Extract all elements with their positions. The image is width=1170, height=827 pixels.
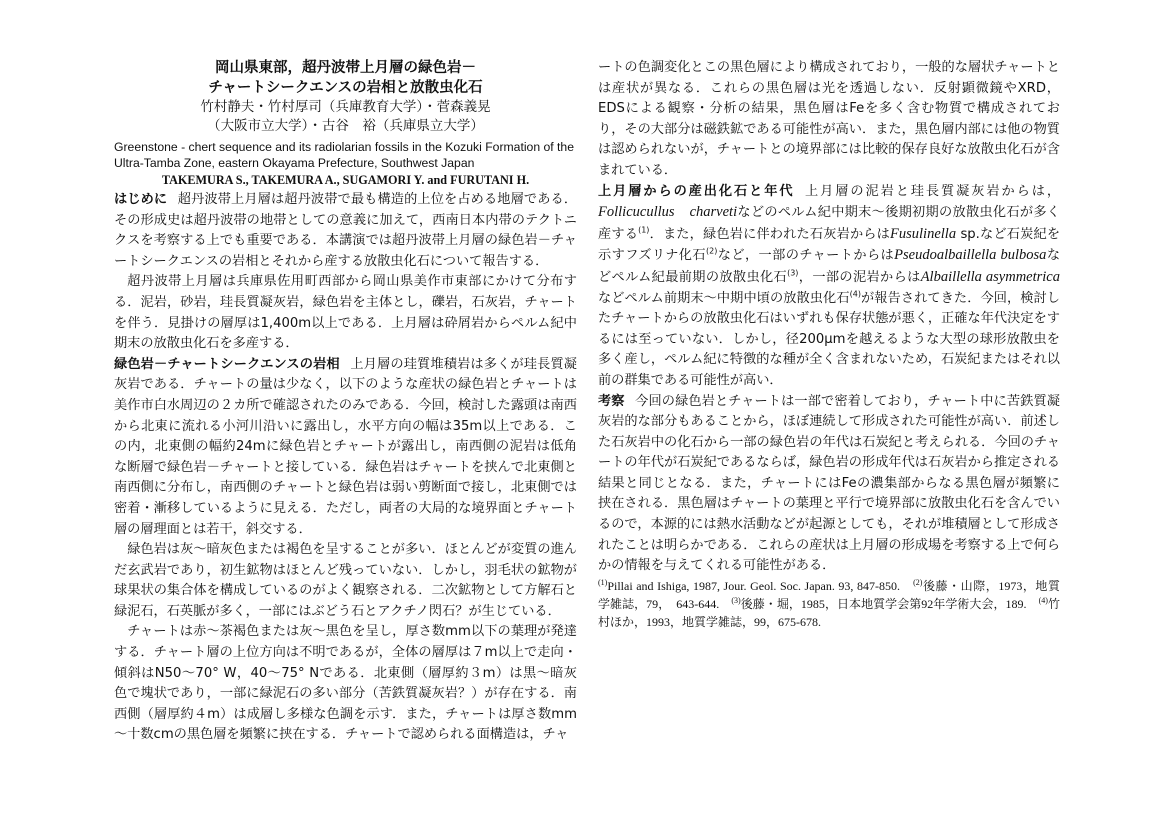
- fossils-text-3: ．また，緑色岩に伴われた石灰岩からは: [649, 226, 891, 242]
- section-discussion: [598, 392, 1060, 577]
- lithology-paragraph-3-continued: ートの色調変化とこの黒色層により構成されており，一般的な層状チャートとは産状が異なる．これらの黒色層は光を透過しない．反射顕微鏡やXRD，EDSによる観察・分析の結果，黒色層はFeを多く含む物質で構成されており，その大部分は磁鉄鉱である可能性が高い．また，黒色層内部には他の物質は認められないが，チャートとの境界部には比較的保存良好な放散虫化石が含まれている．: [598, 60, 1060, 178]
- fossils-text-1: 上月層の泥岩と珪長質凝灰岩からは，: [805, 183, 1061, 199]
- authors-line-1: 竹村静夫・竹村厚司（兵庫教育大学）・菅森義晃: [200, 99, 491, 115]
- reference-3: 後藤・堀，1985，日本地質学会第92年学術大会，189.: [740, 596, 1039, 611]
- heading-fossils: 上月層からの産出化石と年代: [598, 183, 795, 199]
- section-introduction: [114, 190, 577, 355]
- reference-2: 後藤・山際，1973，地質学雑誌，79， 643-644.: [598, 578, 1060, 611]
- fossils-text-5: など，一部のチャートからは: [717, 248, 895, 264]
- heading-introduction: はじめに: [114, 192, 168, 207]
- lithology-paragraph-1: [114, 355, 577, 540]
- intro-paragraph-1: [114, 190, 577, 272]
- right-column: [598, 58, 1060, 631]
- fossils-text-2: などのペルム紀中期末～後期初期の放散虫化石が多く産する: [598, 205, 1060, 242]
- left-column: [114, 58, 577, 746]
- intro-text-1: 超丹波帯上月層は超丹波帯で最も構造的上位を占める地層である．その形成史は超丹波帯の地帯としての意義に加えて，西南日本内帯のテクトニクスを考察する上でも重要である．本講演では超丹波帯上月層の緑色岩－チャートシークエンスの岩相とそれから産する放散虫化石について報告する．: [114, 192, 578, 269]
- intro-paragraph-2: 超丹波帯上月層は兵庫県佐用町西部から岡山県美作市東部にかけて分布する．泥岩，砂岩，珪長質凝灰岩，緑色岩を主体とし，礫岩，石灰岩，チャートを伴う．見掛けの層厚は1,400m以上である．上月層は砕屑岩からペルム紀中期末の放散虫化石を多産する．: [114, 274, 577, 352]
- heading-lithology: 緑色岩－チャートシークエンスの岩相: [114, 356, 340, 372]
- paper-title-line-2: チャートシークエンスの岩相と放散虫化石: [208, 80, 483, 96]
- paper-title-line-1: 岡山県東部，超丹波帯上月層の緑色岩－: [215, 60, 476, 76]
- reference-marker: (1): [598, 577, 608, 587]
- citation-marker: (1): [638, 225, 650, 235]
- fossils-text-9: が報告されてきた．今回，検討したチャートからの放散虫化石はいずれも保存状態が悪く，正確な年代決定をするには至っていない．しかし，径200μmを越えるような大型の球形放散虫を多く産し，ペルム紀に特徴的な種が全く含まれないため，石炭紀またはそれ以前の群集である可能性が高い．: [598, 290, 1060, 388]
- section-lithology: [114, 355, 577, 746]
- discussion-paragraph: [598, 392, 1060, 577]
- taxon-name: Albaillella asymmetrica: [920, 268, 1060, 285]
- reference-marker: (2): [913, 577, 923, 587]
- reference-marker: (4): [1038, 595, 1048, 605]
- discussion-text: 今回の緑色岩とチャートは一部で密着しており，チャート中に苦鉄質凝灰岩的な部分もあることから，ほぼ連続して形成された可能性が高い．前述した石灰岩中の化石から一部の緑色岩の年代は石炭紀と考えられる．今回のチャートの年代が石炭紀であるならば，緑色岩の形成年代は石灰岩から推定される結果と同じとなる．また，チャートにはFeの濃集部からなる黒色層が頻繁に挟在される．黒色層はチャートの葉理と平行で境界部に放散虫化石を含んでいるので，本源的には熱水活動などが起源としても，それが堆積層として形成されたことは明らかである．これらの産状は上月層の形成場を考察する上で何らかの情報を与えてくれる可能性がある．: [598, 393, 1060, 574]
- citation-marker: (4): [849, 289, 861, 299]
- taxon-name: Follicucullus charveti: [598, 204, 738, 221]
- fossils-paragraph: [598, 182, 1060, 392]
- citation-marker: (3): [787, 268, 799, 278]
- english-title: Greenstone - chert sequence and its radiolarian fossils in the Kozuki Formation of the Ultra-Tamba Zone, eastern Okayama Prefecture, Southwest Japan: [114, 140, 574, 170]
- english-authors: TAKEMURA S., TAKEMURA A., SUGAMORI Y. and FURUTANI H.: [161, 173, 530, 187]
- taxon-name: Fusulinella: [890, 225, 957, 242]
- lithology-text-1: 上月層の珪質堆積岩は多くが珪長質凝灰岩である．チャートの量は少なく，以下のような産状の緑色岩とチャートは美作市白水周辺の２カ所で確認されたのみである．今回，検討した露頭は南西から北東に流れる小河川沿いに露出し，水平方向の幅は35m以上である．この内，北東側の幅約24mに緑色岩とチャートが露出し，南西側の泥岩は低角な断層で緑色岩－チャートと接している．緑色岩はチャートを挟んで北東側と南西側に分布し，南西側のチャートと緑色岩は弱い剪断面で接し，北東側では密着・漸移しているように見える．ただし，両者の大局的な境界面とチャート層の層理面とは若干，斜交する．: [114, 356, 577, 537]
- fossils-text-6: などペルム紀最前期の放散虫化石: [598, 248, 1061, 285]
- lithology-paragraph-3: チャートは赤～茶褐色または灰～黒色を呈し，厚さ数mm以下の葉理が発達する．チャート層の上位方向は不明であるが，全体の層厚は７m以上で走向・傾斜はN50～70° W，40～75° Nである．北東側（層厚約３m）は黒～暗灰色で塊状であり，一部に緑泥石の多い部分（苦鉄質凝灰岩？）が存在する．南西側（層厚約４m）は成層し多様な色調を示す．また，チャートは厚さ数mm～十数cmの黒色層を頻繁に挟在する．チャートで認められる面構造は，チャ: [114, 624, 577, 743]
- reference-4: 竹村ほか，1993，地質学雑誌，99，675-678.: [598, 596, 1060, 629]
- reference-marker: (3): [731, 595, 741, 605]
- references: [598, 577, 1060, 631]
- lithology-paragraph-2: 緑色岩は灰～暗灰色または褐色を呈することが多い．ほとんどが変質の進んだ玄武岩であり，初生鉱物はほとんど残っていない．しかし，羽毛状の鉱物が球果状の集合体を構成しているのがよく観察される．二次鉱物として方解石と緑泥石，石英脈が多く，一部にはぶどう石とアクチノ閃石？が生じている．: [114, 542, 577, 619]
- fossils-text-7: ，一部の泥岩からは: [798, 269, 921, 285]
- reference-1: Pillai and Ishiga, 1987, Jour. Geol. Soc. Japan. 93, 847-850.: [607, 578, 914, 593]
- fossils-text-8: などペルム前期末～中期中頃の放散虫化石: [598, 290, 850, 306]
- heading-discussion: 考察: [598, 393, 625, 409]
- taxon-name: Pseudoalbaillella bulbosa: [894, 247, 1047, 264]
- citation-marker: (2): [706, 246, 718, 256]
- section-fossils: [598, 182, 1060, 392]
- authors-line-2: （大阪市立大学）・古谷 裕（兵庫県立大学）: [207, 118, 484, 134]
- fossils-text-4: sp.など石炭紀を示すフズリナ化石: [598, 226, 1061, 264]
